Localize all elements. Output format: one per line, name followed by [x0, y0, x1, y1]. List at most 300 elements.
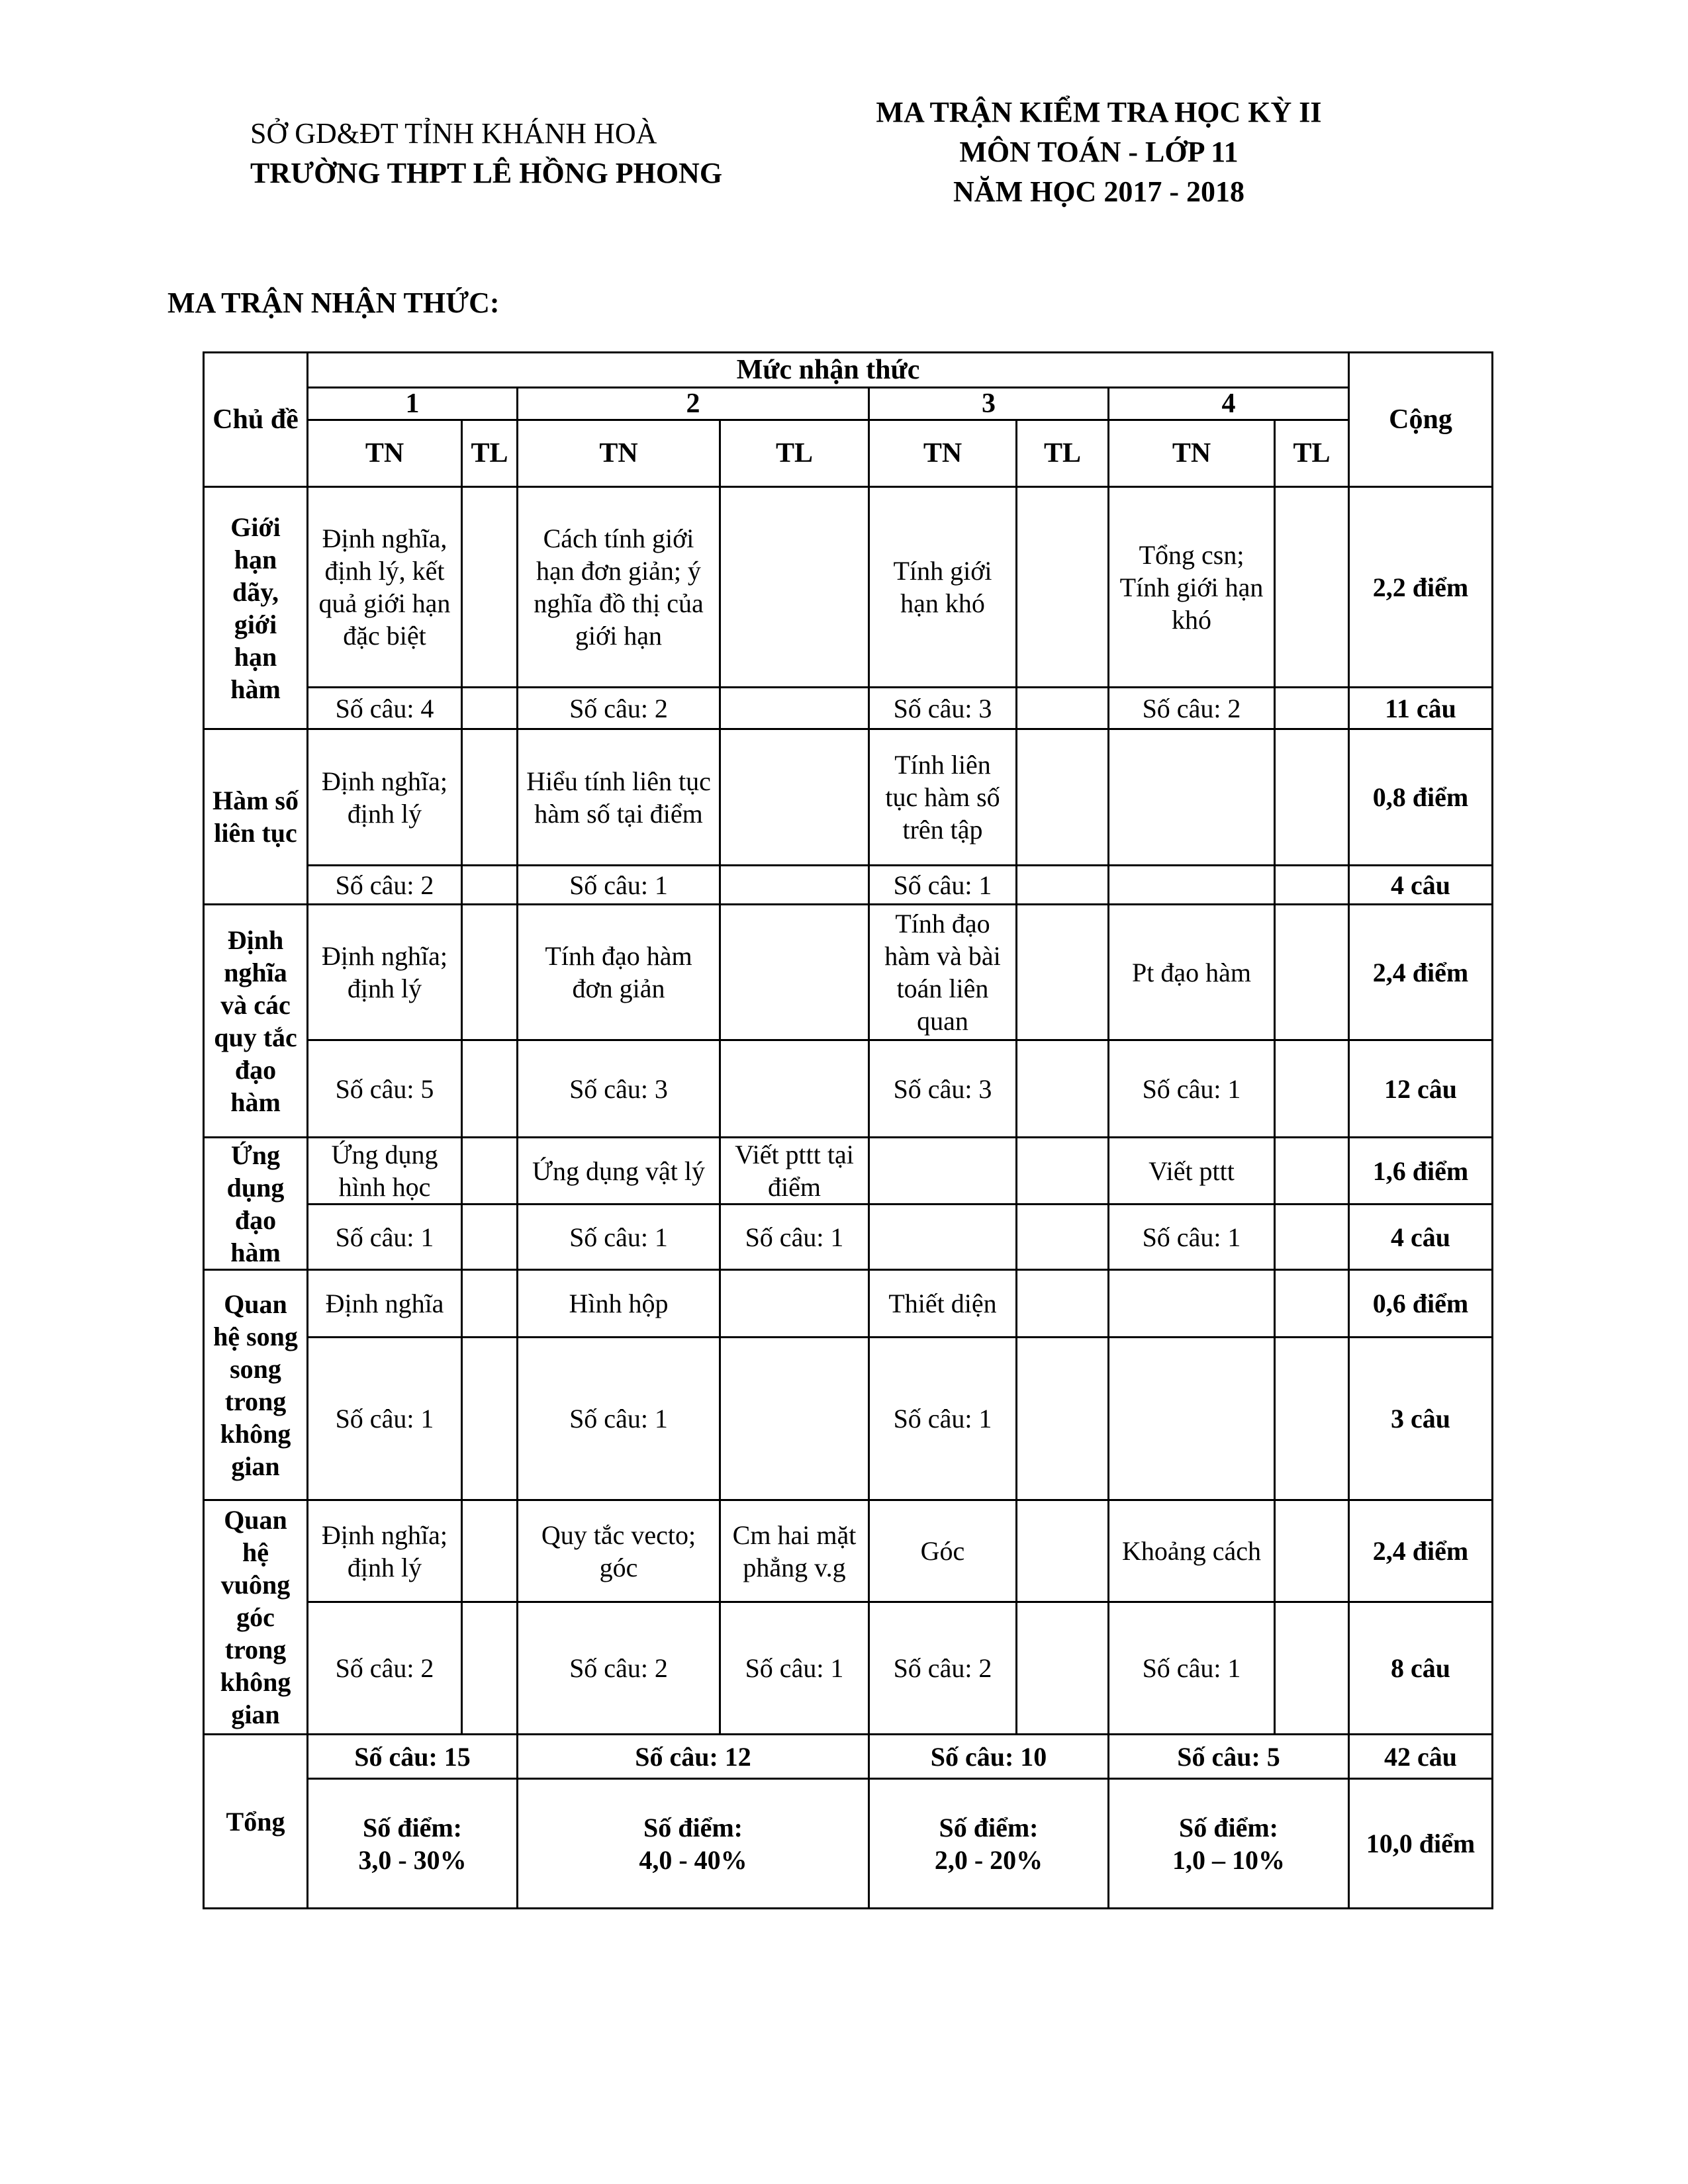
description-cell-text	[1017, 730, 1107, 864]
question-count-cell-text: Số câu: 1	[335, 1404, 434, 1433]
topic-name	[204, 1270, 308, 1500]
school-header	[250, 114, 723, 193]
question-count-cell	[308, 1040, 462, 1138]
description-cell-text	[1017, 1501, 1107, 1601]
topic-name	[204, 487, 308, 729]
description-cell-text	[463, 1138, 516, 1203]
description-cell	[869, 487, 1017, 688]
description-cell-text: Định nghĩa; định lý	[322, 1520, 447, 1582]
question-count-cell	[518, 1205, 720, 1270]
summary-points-level-4	[1109, 1779, 1349, 1909]
description-cell	[1275, 905, 1349, 1040]
question-count-cell	[1017, 1040, 1109, 1138]
question-count-cell	[1017, 688, 1109, 729]
question-count-cell-text	[1276, 688, 1348, 728]
table-row	[204, 1779, 1493, 1909]
header-tl-text: TL	[1043, 437, 1082, 469]
topic-name-text: Giới hạn dãy, giới hạn hàm	[230, 512, 281, 704]
points-value: 3,0 - 30%	[358, 1844, 467, 1875]
question-count-cell	[869, 1205, 1017, 1270]
description-cell	[1109, 1138, 1275, 1205]
table-row	[204, 420, 1493, 487]
description-cell-text: Cách tính giới hạn đơn giản; ý nghĩa đồ thị của giới hạn	[534, 523, 704, 651]
question-count-cell	[462, 1338, 518, 1500]
department-name: SỞ GD&ĐT TỈNH KHÁNH HOÀ	[250, 117, 657, 150]
table-row	[204, 1735, 1493, 1779]
description-cell-text: Tính đạo hàm và bài toán liên quan	[884, 909, 1001, 1036]
description-cell	[720, 729, 869, 866]
table-row	[204, 905, 1493, 1040]
topic-questions-text: 3 câu	[1391, 1404, 1450, 1433]
description-cell-text: Viết pttt	[1149, 1156, 1235, 1186]
summary-total-points-text: 10,0 điểm	[1366, 1829, 1476, 1858]
description-cell-text	[1017, 905, 1107, 1039]
summary-count-level-1-text: Số câu: 15	[354, 1741, 471, 1772]
description-cell-text: Hiểu tính liên tục hàm số tại điểm	[526, 766, 711, 829]
question-count-cell	[518, 1338, 720, 1500]
topic-name	[204, 729, 308, 905]
question-count-cell	[1275, 866, 1349, 905]
header-tn	[518, 420, 720, 487]
header-tl	[1017, 420, 1109, 487]
summary-count-level-3-text: Số câu: 10	[930, 1741, 1047, 1772]
topic-questions	[1349, 1602, 1493, 1735]
description-cell-text: Tính giới hạn khó	[893, 556, 992, 618]
topic-points-text: 2,4 điểm	[1372, 1536, 1469, 1566]
header-tn-text: TN	[365, 437, 404, 469]
description-cell	[518, 1500, 720, 1602]
description-cell-text	[1276, 1138, 1348, 1203]
description-cell	[1109, 905, 1275, 1040]
topic-points	[1349, 905, 1493, 1040]
question-count-cell-text: Số câu: 2	[335, 870, 434, 900]
question-count-cell	[462, 1205, 518, 1270]
header-tl-text: TL	[471, 437, 508, 469]
question-count-cell	[1109, 866, 1275, 905]
question-count-cell-text	[1276, 1205, 1348, 1269]
description-cell-text	[721, 730, 868, 864]
table-row	[204, 1138, 1493, 1205]
header-tn-text: TN	[1172, 437, 1211, 469]
question-count-cell-text	[1276, 1041, 1348, 1136]
description-cell	[462, 1270, 518, 1338]
description-cell	[1275, 1500, 1349, 1602]
topic-name-text: Định nghĩa và các quy tắc đạo hàm	[214, 925, 297, 1117]
table-row	[204, 688, 1493, 729]
topic-points	[1349, 1270, 1493, 1338]
header-total	[1349, 353, 1493, 487]
description-cell-text: Cm hai mặt phẳng v.g	[732, 1520, 857, 1582]
question-count-cell-text	[1017, 1041, 1107, 1136]
school-name: TRƯỜNG THPT LÊ HỒNG PHONG	[250, 157, 723, 189]
question-count-cell-text	[1109, 1338, 1274, 1499]
question-count-cell-text: Số câu: 2	[569, 1653, 668, 1683]
description-cell-text: Tính liên tục hàm số trên tập	[885, 750, 1000, 844]
description-cell	[308, 729, 462, 866]
question-count-cell-text	[463, 866, 516, 903]
description-cell	[1275, 487, 1349, 688]
question-count-cell	[308, 866, 462, 905]
question-count-cell-text	[721, 1338, 868, 1499]
question-count-cell-text: Số câu: 1	[1142, 1653, 1241, 1683]
description-cell-text: Khoảng cách	[1122, 1536, 1261, 1566]
topic-questions	[1349, 1205, 1493, 1270]
question-count-cell	[462, 866, 518, 905]
cognition-matrix-table	[203, 351, 1493, 1909]
school-year: NĂM HỌC 2017 - 2018	[953, 175, 1244, 208]
description-cell	[1017, 1500, 1109, 1602]
description-cell	[720, 905, 869, 1040]
question-count-cell-text: Số câu: 4	[335, 693, 434, 723]
table-row	[204, 729, 1493, 866]
exam-header	[834, 93, 1364, 212]
question-count-cell-text: Số câu: 1	[745, 1653, 844, 1683]
description-cell-text: Tổng csn; Tính giới hạn khó	[1119, 539, 1264, 635]
description-cell-text: Định nghĩa, định lý, kết quả giới hạn đặc biệt	[318, 523, 451, 651]
question-count-cell-text: Số câu: 1	[569, 1404, 668, 1433]
description-cell	[308, 1270, 462, 1338]
description-cell-text: Viết pttt tại điểm	[735, 1140, 854, 1202]
header-level-1-text: 1	[405, 388, 420, 419]
description-cell	[518, 487, 720, 688]
topic-questions	[1349, 866, 1493, 905]
question-count-cell	[720, 1338, 869, 1500]
description-cell	[1109, 1270, 1275, 1338]
topic-name-text: Ứng dụng đạo hàm	[226, 1140, 285, 1267]
question-count-cell	[869, 1602, 1017, 1735]
description-cell	[462, 1138, 518, 1205]
points-value: 2,0 - 20%	[934, 1844, 1043, 1875]
question-count-cell	[720, 1602, 869, 1735]
question-count-cell-text: Số câu: 1	[1142, 1073, 1241, 1104]
description-cell	[308, 905, 462, 1040]
description-cell	[720, 1500, 869, 1602]
question-count-cell-text: Số câu: 3	[893, 1073, 992, 1104]
description-cell	[1017, 1138, 1109, 1205]
summary-total-questions-text: 42 câu	[1384, 1741, 1457, 1772]
question-count-cell-text	[1276, 866, 1348, 903]
question-count-cell	[869, 688, 1017, 729]
header-level-4-text: 4	[1221, 388, 1236, 419]
description-cell	[462, 729, 518, 866]
question-count-cell	[720, 1205, 869, 1270]
question-count-cell-text: Số câu: 1	[1142, 1222, 1241, 1252]
points-value: 4,0 - 40%	[639, 1844, 747, 1875]
question-count-cell	[462, 1602, 518, 1735]
description-cell	[462, 487, 518, 688]
question-count-cell	[308, 1205, 462, 1270]
header-level-3	[869, 388, 1109, 420]
question-count-cell-text	[463, 1041, 516, 1136]
table-row	[204, 866, 1493, 905]
summary-count-level-1	[308, 1735, 518, 1779]
description-cell	[518, 905, 720, 1040]
question-count-cell	[1109, 1040, 1275, 1138]
question-count-cell	[462, 688, 518, 729]
description-cell-text	[1276, 488, 1348, 686]
header-level-3-text: 3	[982, 388, 996, 419]
question-count-cell	[1109, 688, 1275, 729]
description-cell	[720, 1138, 869, 1205]
header-level-2	[518, 388, 869, 420]
description-cell	[869, 729, 1017, 866]
summary-total-points	[1349, 1779, 1493, 1909]
question-count-cell-text: Số câu: 5	[335, 1073, 434, 1104]
summary-label-text: Tổng	[226, 1806, 285, 1837]
topic-points	[1349, 1500, 1493, 1602]
description-cell	[1109, 729, 1275, 866]
description-cell-text	[721, 905, 868, 1039]
header-tl	[462, 420, 518, 487]
question-count-cell	[1275, 1602, 1349, 1735]
description-cell-text	[1109, 730, 1274, 864]
question-count-cell	[869, 866, 1017, 905]
description-cell	[869, 1138, 1017, 1205]
points-label: Số điểm:	[362, 1812, 462, 1843]
topic-name	[204, 1138, 308, 1270]
question-count-cell-text: Số câu: 1	[893, 1404, 992, 1433]
question-count-cell-text: Số câu: 1	[569, 1222, 668, 1252]
question-count-cell	[1275, 688, 1349, 729]
question-count-cell	[1017, 1205, 1109, 1270]
description-cell-text: Thiết diện	[888, 1289, 997, 1318]
description-cell-text	[721, 1271, 868, 1336]
description-cell-text	[721, 488, 868, 686]
description-cell	[518, 729, 720, 866]
summary-total-questions	[1349, 1735, 1493, 1779]
topic-points-text: 0,8 điểm	[1372, 782, 1469, 812]
description-cell-text	[1276, 1501, 1348, 1601]
question-count-cell-text: Số câu: 3	[569, 1073, 668, 1104]
question-count-cell-text: Số câu: 2	[335, 1653, 434, 1683]
header-topic-text: Chủ đề	[212, 404, 299, 435]
question-count-cell	[308, 688, 462, 729]
section-title: MA TRẬN NHẬN THỨC:	[167, 287, 500, 319]
question-count-cell-text: Số câu: 2	[569, 693, 668, 723]
description-cell	[869, 1270, 1017, 1338]
description-cell-text: Hình hộp	[569, 1289, 669, 1318]
question-count-cell-text	[721, 866, 868, 903]
topic-questions-text: 4 câu	[1391, 870, 1450, 900]
topic-questions	[1349, 1040, 1493, 1138]
topic-points-text: 0,6 điểm	[1372, 1289, 1469, 1318]
question-count-cell-text	[463, 1603, 516, 1733]
question-count-cell	[1017, 1602, 1109, 1735]
points-label: Số điểm:	[1179, 1812, 1278, 1843]
description-cell-text	[1017, 1138, 1107, 1203]
topic-name-text: Quan hệ song song trong không gian	[213, 1289, 298, 1481]
description-cell	[462, 905, 518, 1040]
question-count-cell	[518, 866, 720, 905]
description-cell-text: Góc	[920, 1536, 965, 1566]
topic-name-text: Hàm số liên tục	[212, 786, 299, 848]
description-cell	[1017, 729, 1109, 866]
question-count-cell	[1275, 1040, 1349, 1138]
points-label: Số điểm:	[643, 1812, 743, 1843]
header-tn-text: TN	[923, 437, 962, 469]
question-count-cell	[720, 866, 869, 905]
question-count-cell	[1109, 1338, 1275, 1500]
description-cell-text	[1276, 1271, 1348, 1336]
topic-points	[1349, 729, 1493, 866]
topic-points	[1349, 487, 1493, 688]
topic-points-text: 1,6 điểm	[1372, 1156, 1469, 1186]
description-cell	[308, 1138, 462, 1205]
question-count-cell-text	[721, 688, 868, 728]
summary-points-level-2	[518, 1779, 869, 1909]
description-cell	[308, 1500, 462, 1602]
question-count-cell-text	[1276, 1338, 1348, 1499]
question-count-cell-text	[1017, 1338, 1107, 1499]
summary-count-level-2-text: Số câu: 12	[635, 1741, 751, 1772]
description-cell	[869, 1500, 1017, 1602]
description-cell	[518, 1138, 720, 1205]
header-tl	[720, 420, 869, 487]
header-tn	[1109, 420, 1275, 487]
header-level-4	[1109, 388, 1349, 420]
description-cell-text	[870, 1138, 1015, 1203]
description-cell-text	[463, 730, 516, 864]
question-count-cell	[869, 1338, 1017, 1500]
table-row	[204, 388, 1493, 420]
topic-name-text: Quan hệ vuông góc trong không gian	[220, 1505, 291, 1729]
question-count-cell-text	[1109, 866, 1274, 903]
header-level-2-text: 2	[686, 388, 700, 419]
question-count-cell	[1275, 1338, 1349, 1500]
description-cell	[308, 487, 462, 688]
question-count-cell-text	[1276, 1603, 1348, 1733]
header-topic	[204, 353, 308, 487]
header-tl-text: TL	[1293, 437, 1331, 469]
description-cell	[1275, 729, 1349, 866]
summary-count-level-3	[869, 1735, 1109, 1779]
description-cell	[1275, 1270, 1349, 1338]
topic-questions-text: 4 câu	[1391, 1222, 1450, 1252]
header-level-1	[308, 388, 518, 420]
question-count-cell-text: Số câu: 2	[1142, 693, 1241, 723]
question-count-cell	[518, 1040, 720, 1138]
question-count-cell-text	[463, 1205, 516, 1269]
topic-questions-text: 12 câu	[1384, 1073, 1457, 1104]
description-cell-text	[1017, 1271, 1107, 1336]
table-row	[204, 1270, 1493, 1338]
topic-name	[204, 905, 308, 1138]
description-cell-text	[463, 1271, 516, 1336]
exam-subject: MÔN TOÁN - LỚP 11	[959, 136, 1239, 168]
question-count-cell-text: Số câu: 2	[893, 1653, 992, 1683]
description-cell-text	[1017, 488, 1107, 686]
description-cell	[462, 1500, 518, 1602]
question-count-cell	[869, 1040, 1017, 1138]
question-count-cell-text: Số câu: 1	[569, 870, 668, 900]
description-cell-text	[463, 488, 516, 686]
summary-count-level-4	[1109, 1735, 1349, 1779]
description-cell-text: Định nghĩa	[325, 1289, 444, 1318]
table-row	[204, 1338, 1493, 1500]
header-tn	[308, 420, 462, 487]
header-total-text: Cộng	[1389, 404, 1452, 435]
question-count-cell	[518, 688, 720, 729]
question-count-cell	[1109, 1205, 1275, 1270]
question-count-cell	[1109, 1602, 1275, 1735]
table-row	[204, 353, 1493, 388]
question-count-cell	[462, 1040, 518, 1138]
table-row	[204, 1602, 1493, 1735]
description-cell	[869, 905, 1017, 1040]
summary-points-level-3	[869, 1779, 1109, 1909]
description-cell	[1017, 1270, 1109, 1338]
topic-questions	[1349, 688, 1493, 729]
description-cell-text: Tính đạo hàm đơn giản	[545, 941, 692, 1003]
description-cell	[1109, 1500, 1275, 1602]
question-count-cell	[1017, 1338, 1109, 1500]
question-count-cell	[720, 1040, 869, 1138]
description-cell	[1109, 487, 1275, 688]
question-count-cell	[720, 688, 869, 729]
header-tn	[869, 420, 1017, 487]
description-cell	[1017, 905, 1109, 1040]
description-cell-text	[1276, 730, 1348, 864]
topic-questions-text: 11 câu	[1385, 693, 1456, 723]
question-count-cell	[518, 1602, 720, 1735]
topic-points	[1349, 1138, 1493, 1205]
description-cell-text: Ứng dụng vật lý	[532, 1156, 705, 1186]
question-count-cell-text	[721, 1041, 868, 1136]
question-count-cell-text	[463, 688, 516, 728]
question-count-cell-text	[1017, 866, 1107, 903]
header-tn-text: TN	[599, 437, 638, 469]
question-count-cell	[308, 1338, 462, 1500]
description-cell-text	[1109, 1271, 1274, 1336]
summary-count-level-4-text: Số câu: 5	[1177, 1741, 1280, 1772]
description-cell	[720, 487, 869, 688]
description-cell-text: Định nghĩa; định lý	[322, 941, 447, 1003]
question-count-cell-text	[1017, 1603, 1107, 1733]
summary-label	[204, 1735, 308, 1909]
points-label: Số điểm:	[939, 1812, 1039, 1843]
topic-questions	[1349, 1338, 1493, 1500]
question-count-cell	[308, 1602, 462, 1735]
question-count-cell-text	[463, 1338, 516, 1499]
description-cell	[1017, 487, 1109, 688]
question-count-cell-text: Số câu: 3	[893, 693, 992, 723]
points-value: 1,0 – 10%	[1172, 1844, 1285, 1875]
question-count-cell	[1017, 866, 1109, 905]
question-count-cell	[1275, 1205, 1349, 1270]
question-count-cell-text	[870, 1205, 1015, 1269]
description-cell-text: Pt đạo hàm	[1132, 957, 1251, 987]
description-cell-text	[1276, 905, 1348, 1039]
description-cell-text	[463, 1501, 516, 1601]
header-level	[308, 353, 1349, 388]
table-row	[204, 1205, 1493, 1270]
description-cell	[720, 1270, 869, 1338]
header-tl	[1275, 420, 1349, 487]
question-count-cell-text: Số câu: 1	[335, 1222, 434, 1252]
table-row	[204, 1040, 1493, 1138]
exam-title: MA TRẬN KIỂM TRA HỌC KỲ II	[876, 96, 1322, 128]
table-row	[204, 1500, 1493, 1602]
header-level-text: Mức nhận thức	[736, 354, 920, 385]
description-cell-text: Ứng dụng hình học	[331, 1140, 438, 1202]
description-cell-text: Định nghĩa; định lý	[322, 766, 447, 829]
question-count-cell-text: Số câu: 1	[893, 870, 992, 900]
topic-questions-text: 8 câu	[1391, 1653, 1450, 1683]
topic-name	[204, 1500, 308, 1735]
description-cell-text: Quy tắc vecto; góc	[541, 1520, 696, 1582]
description-cell	[1275, 1138, 1349, 1205]
question-count-cell-text: Số câu: 1	[745, 1222, 844, 1252]
